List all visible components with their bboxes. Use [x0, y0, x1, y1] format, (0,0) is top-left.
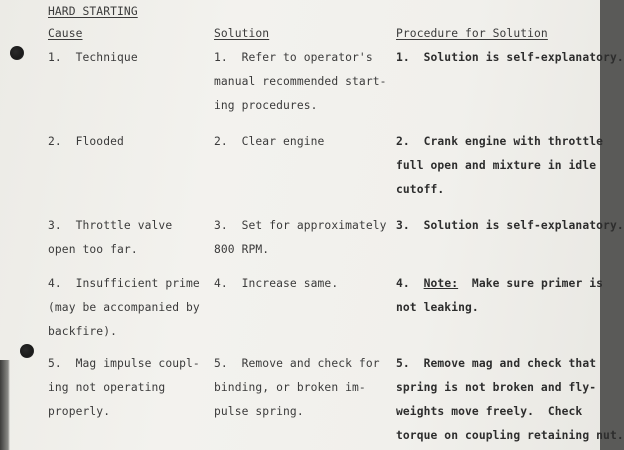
row-2-cause-line-1: 2. Flooded: [48, 135, 124, 148]
row-3-solution-line-1: 3. Set for approximately: [214, 219, 387, 232]
row-3-solution-line-2: 800 RPM.: [214, 243, 270, 256]
column-header-solution: Solution: [214, 27, 270, 40]
row-3-cause-line-2: open too far.: [48, 243, 138, 256]
row-5-solution-line-1: 5. Remove and check for: [214, 357, 380, 370]
row-1-cause-line-1: 1. Technique: [48, 51, 138, 64]
row-4-procedure-number: 4.: [396, 277, 424, 290]
row-5-procedure-line-4: torque on coupling retaining nut.: [396, 429, 624, 442]
row-5-cause-line-2: ing not operating: [48, 381, 166, 394]
row-5-procedure-line-2: spring is not broken and fly-: [396, 381, 597, 394]
row-2-procedure-line-2: full open and mixture in idle: [396, 159, 597, 172]
row-4-solution-line-1: 4. Increase same.: [214, 277, 339, 290]
row-5-procedure-line-3: weights move freely. Check: [396, 405, 583, 418]
row-5-solution-line-3: pulse spring.: [214, 405, 304, 418]
section-title: HARD STARTING: [48, 5, 138, 18]
row-3-procedure-line-1: 3. Solution is self-explanatory.: [396, 219, 624, 232]
row-4-cause-line-3: backfire).: [48, 325, 118, 338]
row-2-procedure-line-1: 2. Crank engine with throttle: [396, 135, 604, 148]
row-2-procedure-line-3: cutoff.: [396, 183, 445, 196]
row-4-procedure-text: Make sure primer is: [458, 277, 604, 290]
row-1-solution-line-1: 1. Refer to operator's: [214, 51, 373, 64]
page-shadow-edge: [0, 360, 10, 450]
row-4-cause-line-1: 4. Insufficient prime: [48, 277, 200, 290]
row-1-procedure-line-1: 1. Solution is self-explanatory.: [396, 51, 624, 64]
row-2-solution-line-1: 2. Clear engine: [214, 135, 325, 148]
row-4-note-label: Note:: [423, 277, 459, 290]
row-5-cause-line-1: 5. Mag impulse coupl-: [48, 357, 200, 370]
row-5-cause-line-3: properly.: [48, 405, 111, 418]
row-3-cause-line-1: 3. Throttle valve: [48, 219, 173, 232]
punch-hole-top: [10, 46, 24, 60]
column-header-cause: Cause: [48, 27, 83, 40]
row-5-solution-line-2: binding, or broken im-: [214, 381, 366, 394]
row-1-solution-line-2: manual recommended start-: [214, 75, 387, 88]
row-4-procedure-line-1: [396, 272, 603, 296]
row-1-solution-line-3: ing procedures.: [214, 99, 318, 112]
punch-hole-bottom: [20, 344, 34, 358]
column-header-procedure: Procedure for Solution: [396, 27, 548, 40]
row-4-cause-line-2: (may be accompanied by: [48, 301, 200, 314]
row-5-procedure-line-1: 5. Remove mag and check that: [396, 357, 597, 370]
row-4-procedure-line-2: not leaking.: [396, 301, 479, 314]
